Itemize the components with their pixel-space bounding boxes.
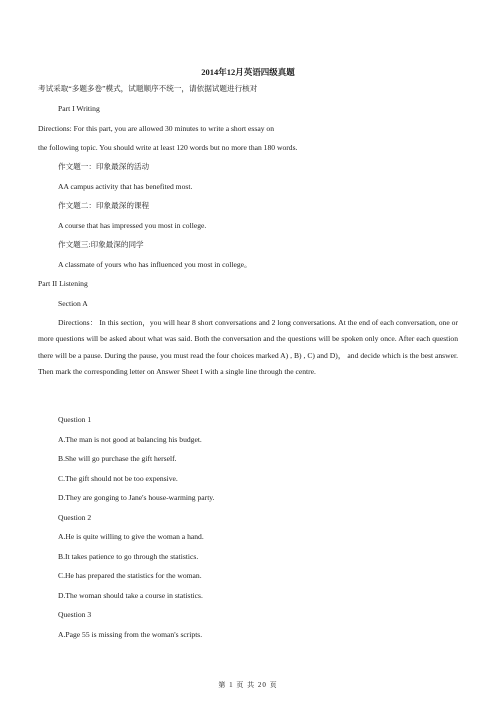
question-3-label: Question 3: [58, 610, 92, 619]
writing-directions-2: the following topic. You should write at least 120 words but no more than 180 words.: [38, 143, 298, 152]
question-3-option-a: A.Page 55 is missing from the woman's scripts.: [58, 630, 203, 639]
question-1-option-b: B.She will go purchase the gift herself.: [58, 454, 177, 463]
page-title: 2014年12月英语四级真题: [201, 67, 295, 77]
section-a-heading: Section A: [58, 299, 88, 308]
topic-1-chinese: 作文题一：印象最深的活动: [58, 162, 150, 171]
question-1-option-a: A.The man is not good at balancing his budget.: [58, 435, 202, 444]
question-2-option-b: B.It takes patience to go through the statistics.: [58, 552, 199, 561]
exam-note: 考试采取“多题多卷”模式，试题顺序不统一，请依据试题进行核对: [38, 84, 258, 93]
question-1-option-d: D.They are gonging to Jane's house-warming party.: [58, 493, 215, 502]
listening-directions: Directions： In this section，you will hear 8 short conversations and 2 long conversations. At the end of each conversation, one or more questions will be asked about what was said. Both the conversation and the questions will be spoken only once. After each question there will be a pause. During the pause, you must read the four choices marked A) , B) , C) and D)， and decide which is the best answer. Then mark the corresponding letter on Answer Sheet I with a single line through the centre.: [38, 318, 458, 377]
topic-3-chinese: 作文题三:印象最深的同学: [58, 240, 144, 249]
writing-directions-1: Directions: For this part, you are allowed 30 minutes to write a short essay on: [38, 124, 274, 133]
topic-1-english: AA campus activity that has benefited most.: [58, 182, 193, 191]
page-footer: 第 1 页 共 20 页: [218, 681, 278, 689]
topic-2-english: A course that has impressed you most in college.: [58, 221, 207, 230]
part-heading-writing: Part I Writing: [58, 104, 100, 113]
question-1-label: Question 1: [58, 415, 92, 424]
question-1-option-c: C.The gift should not be too expensive.: [58, 474, 178, 483]
topic-2-chinese: 作文题二：印象最深的课程: [58, 201, 150, 210]
question-2-option-c: C.He has prepared the statistics for the woman.: [58, 571, 202, 580]
question-2-label: Question 2: [58, 513, 92, 522]
topic-3-english: A classmate of yours who has influenced you most in college。: [58, 260, 252, 269]
question-2-option-a: A.He is quite willing to give the woman a hand.: [58, 532, 204, 541]
question-2-option-d: D.The woman should take a course in statistics.: [58, 591, 203, 600]
part-heading-listening: Part II Listening: [38, 279, 88, 288]
